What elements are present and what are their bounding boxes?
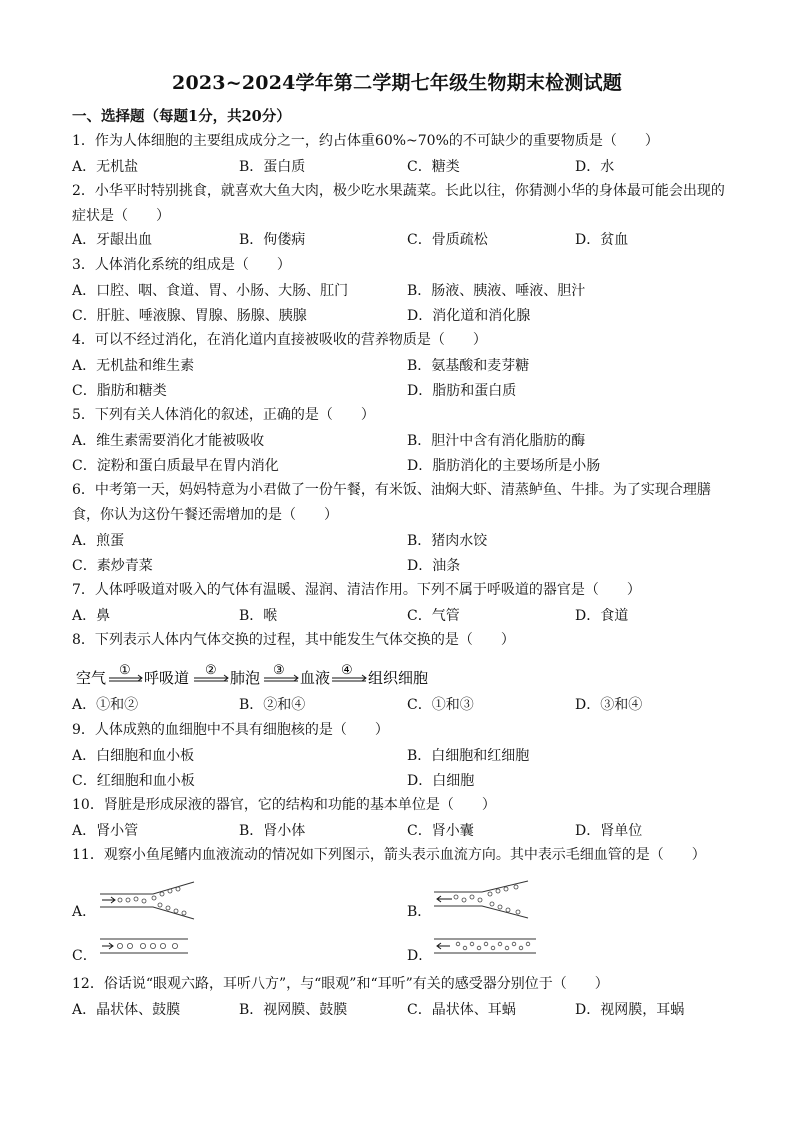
q1-option-b: B．蛋白质	[239, 159, 306, 175]
flow-step-2: ②	[205, 663, 217, 678]
question-2-stem: 2．小华平时特别挑食，就喜欢大鱼大肉，极少吃水果蔬菜。长此以往，你猜测小华的身体最可能会出现的症状是（ ）	[72, 183, 725, 224]
q11-option-b: B．	[407, 904, 432, 920]
q1-option-a: A．无机盐	[72, 159, 139, 175]
q8-option-a: A．①和②	[72, 697, 139, 713]
flow-term-air: 空气	[76, 669, 107, 687]
question-8-stem: 8．下列表示人体内气体交换的过程，其中能发生气体交换的是（ ）	[72, 632, 515, 648]
q7-option-a: A．鼻	[72, 608, 111, 624]
q6-option-a: A．煎蛋	[72, 533, 125, 549]
q9-option-c: C．红细胞和血小板	[72, 773, 195, 789]
gas-exchange-flow-diagram	[72, 663, 432, 691]
flow-term-alveoli: 肺泡	[230, 669, 261, 687]
question-12-stem: 12．俗话说“眼观六路，耳听八方”，与“眼观”和“耳听”有关的感受器分别位于（ ）	[72, 976, 609, 992]
q11-diagram-c-single-file-vessel	[98, 936, 190, 956]
q9-option-b: B．白细胞和红细胞	[407, 748, 530, 764]
q11-diagram-d-straight-vessel	[432, 936, 538, 956]
q8-option-b: B．②和④	[239, 697, 306, 713]
question-5-stem: 5．下列有关人体消化的叙述，正确的是（ ）	[72, 407, 375, 423]
q11-diagram-b-diverging-vessel	[432, 880, 532, 920]
q2-option-c: C．骨质疏松	[407, 232, 488, 248]
q2-option-b: B．佝偻病	[239, 232, 306, 248]
question-6-stem: 6．中考第一天，妈妈特意为小君做了一份午餐，有米饭、油焖大虾、清蒸鲈鱼、牛排。为了实现合理膳食，你认为这份午餐还需增加的是（ ）	[72, 482, 711, 523]
q7-option-c: C．气管	[407, 608, 460, 624]
q2-option-a: A．牙龈出血	[72, 232, 153, 248]
q5-option-b: B．胆汁中含有消化脂肪的酶	[407, 433, 586, 449]
q11-option-d: D．	[407, 948, 433, 964]
q12-option-b: B．视网膜、鼓膜	[239, 1002, 348, 1018]
q11-diagram-a-converging-vessel	[98, 880, 198, 920]
question-9-stem: 9．人体成熟的血细胞中不具有细胞核的是（ ）	[72, 722, 389, 738]
flow-step-1: ①	[119, 663, 131, 678]
q4-option-d: D．脂肪和蛋白质	[407, 383, 517, 399]
q11-option-a: A．	[72, 904, 97, 920]
q8-option-c: C．①和③	[407, 697, 474, 713]
question-1-stem: 1．作为人体细胞的主要组成成分之一，约占体重60%~70%的不可缺少的重要物质是（ ）	[72, 133, 659, 149]
q5-option-d: D．脂肪消化的主要场所是小肠	[407, 458, 601, 474]
q6-option-b: B．猪肉水饺	[407, 533, 488, 549]
exam-title: 2023~2024学年第二学期七年级生物期末检测试题	[172, 72, 622, 94]
q3-option-d: D．消化道和消化腺	[407, 308, 531, 324]
flow-step-3: ③	[273, 663, 285, 678]
q3-option-c: C．肝脏、唾液腺、胃腺、肠腺、胰腺	[72, 308, 307, 324]
section-heading: 一、选择题（每题1分，共20分）	[72, 108, 291, 125]
q4-option-b: B．氨基酸和麦芽糖	[407, 358, 530, 374]
flow-step-4: ④	[341, 663, 353, 678]
q11-option-c: C．	[72, 948, 97, 964]
q7-option-b: B．喉	[239, 608, 278, 624]
q5-option-c: C．淀粉和蛋白质最早在胃内消化	[72, 458, 279, 474]
question-4-stem: 4．可以不经过消化，在消化道内直接被吸收的营养物质是（ ）	[72, 332, 487, 348]
q6-option-c: C．素炒青菜	[72, 558, 153, 574]
q10-option-d: D．肾单位	[575, 823, 643, 839]
q10-option-a: A．肾小管	[72, 823, 139, 839]
q12-option-c: C．晶状体、耳蜗	[407, 1002, 516, 1018]
q1-option-d: D．水	[575, 159, 615, 175]
q5-option-a: A．维生素需要消化才能被吸收	[72, 433, 265, 449]
q8-option-d: D．③和④	[575, 697, 643, 713]
q7-option-d: D．食道	[575, 608, 629, 624]
q1-option-c: C．糖类	[407, 159, 460, 175]
q6-option-d: D．油条	[407, 558, 461, 574]
q4-option-c: C．脂肪和糖类	[72, 383, 167, 399]
question-11-stem: 11．观察小鱼尾鳍内血液流动的情况如下列图示，箭头表示血流方向。其中表示毛细血管的是（ ）	[72, 847, 706, 863]
q2-option-d: D．贫血	[575, 232, 629, 248]
q12-option-d: D．视网膜，耳蜗	[575, 1002, 685, 1018]
q4-option-a: A．无机盐和维生素	[72, 358, 195, 374]
q3-option-a: A．口腔、咽、食道、胃、小肠、大肠、肛门	[72, 283, 349, 299]
flow-term-tissue-cells: 组织细胞	[368, 669, 429, 687]
q10-option-c: C．肾小囊	[407, 823, 474, 839]
question-10-stem: 10．肾脏是形成尿液的器官，它的结构和功能的基本单位是（ ）	[72, 797, 496, 813]
q9-option-a: A．白细胞和血小板	[72, 748, 195, 764]
flow-term-blood: 血液	[300, 669, 331, 687]
question-3-stem: 3．人体消化系统的组成是（ ）	[72, 257, 291, 273]
q10-option-b: B．肾小体	[239, 823, 306, 839]
question-7-stem: 7．人体呼吸道对吸入的气体有温暖、湿润、清洁作用。下列不属于呼吸道的器官是（ ）	[72, 582, 641, 598]
flow-term-airway: 呼吸道	[144, 669, 190, 687]
q9-option-d: D．白细胞	[407, 773, 475, 789]
q12-option-a: A．晶状体、鼓膜	[72, 1002, 181, 1018]
q3-option-b: B．肠液、胰液、唾液、胆汁	[407, 283, 586, 299]
